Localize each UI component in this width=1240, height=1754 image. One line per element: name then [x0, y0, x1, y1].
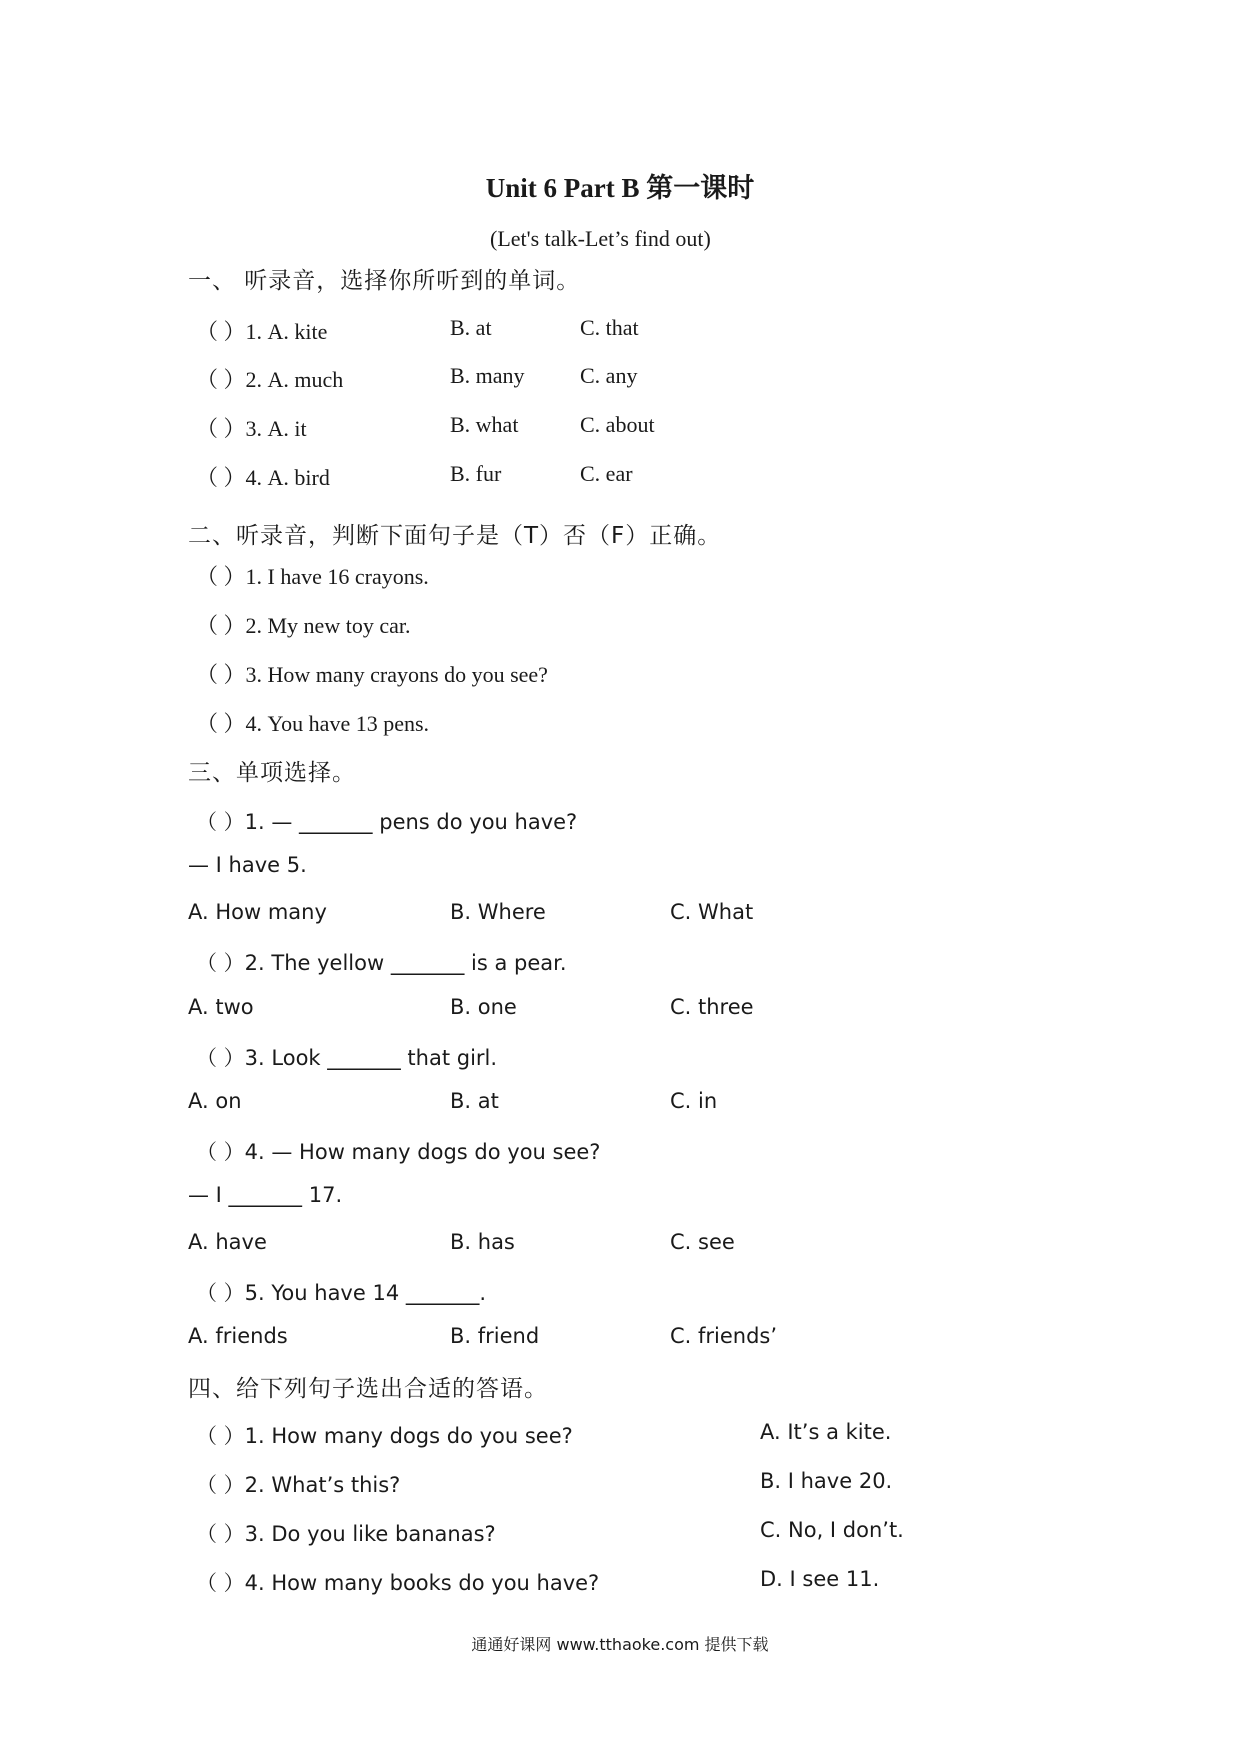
- s3-q4-reply: — I _______ 17.: [188, 1183, 343, 1207]
- s4-q4: （ ）4. How many books do you have?: [196, 1571, 600, 1595]
- s3-q4-stem: （ ）4. — How many dogs do you see?: [196, 1140, 601, 1164]
- worksheet-subtitle: (Let's talk-Let’s find out): [490, 226, 711, 251]
- s3-q5-c: C. friends’: [670, 1324, 778, 1348]
- s1-q2-c: C. any: [580, 363, 638, 388]
- s3-q4-a: A. have: [188, 1230, 267, 1254]
- s4-a3: C. No, I don’t.: [760, 1518, 904, 1542]
- worksheet-title: Unit 6 Part B 第一课时: [485, 173, 755, 203]
- s3-q3-a: A. on: [188, 1089, 242, 1113]
- section3-heading: 三、单项选择。: [188, 760, 356, 786]
- s1-q4-b: B. fur: [450, 461, 502, 486]
- s3-q2-a: A. two: [188, 995, 254, 1019]
- s4-q3: （ ）3. Do you like bananas?: [196, 1522, 496, 1546]
- s3-q1-stem: （ ）1. — _______ pens do you have?: [196, 810, 578, 834]
- s1-q1-a: （ ）1. A. kite: [196, 319, 328, 344]
- s2-q2: （ ）2. My new toy car.: [196, 613, 411, 638]
- s4-a1: A. It’s a kite.: [760, 1420, 892, 1444]
- s1-q4-a: （ ）4. A. bird: [196, 465, 330, 490]
- s3-q3-c: C. in: [670, 1089, 718, 1113]
- s1-q2-a: （ ）2. A. much: [196, 367, 344, 392]
- s3-q1-b: B. Where: [450, 900, 546, 924]
- s3-q2-b: B. one: [450, 995, 517, 1019]
- s2-q1: （ ）1. I have 16 crayons.: [196, 564, 429, 589]
- s3-q1-a: A. How many: [188, 900, 327, 924]
- s3-q1-reply: — I have 5.: [188, 853, 307, 877]
- s3-q4-c: C. see: [670, 1230, 735, 1254]
- s1-q3-b: B. what: [450, 412, 519, 437]
- s4-a4: D. I see 11.: [760, 1567, 880, 1591]
- s1-q4-c: C. ear: [580, 461, 633, 486]
- s4-a2: B. I have 20.: [760, 1469, 893, 1493]
- s1-q1-b: B. at: [450, 315, 492, 340]
- section4-heading: 四、给下列句子选出合适的答语。: [188, 1376, 548, 1402]
- section2-heading: 二、听录音，判断下面句子是（T）否（F）正确。: [188, 523, 722, 549]
- s4-q2: （ ）2. What’s this?: [196, 1473, 401, 1497]
- s3-q2-c: C. three: [670, 995, 754, 1019]
- s3-q3-b: B. at: [450, 1089, 499, 1113]
- s1-q1-c: C. that: [580, 315, 639, 340]
- footer-watermark: 通通好课网 www.tthaoke.com 提供下载: [471, 1635, 769, 1654]
- section1-heading: 一、 听录音，选择你所听到的单词。: [188, 268, 581, 294]
- s1-q2-b: B. many: [450, 363, 525, 388]
- s2-q4: （ ）4. You have 13 pens.: [196, 711, 430, 736]
- s3-q3-stem: （ ）3. Look _______ that girl.: [196, 1046, 498, 1070]
- s2-q3: （ ）3. How many crayons do you see?: [196, 662, 548, 687]
- s1-q3-c: C. about: [580, 412, 655, 437]
- s3-q5-a: A. friends: [188, 1324, 288, 1348]
- s1-q3-a: （ ）3. A. it: [196, 416, 307, 441]
- s4-q1: （ ）1. How many dogs do you see?: [196, 1424, 573, 1448]
- s3-q1-c: C. What: [670, 900, 754, 924]
- s3-q4-b: B. has: [450, 1230, 515, 1254]
- s3-q2-stem: （ ）2. The yellow _______ is a pear.: [196, 951, 567, 975]
- s3-q5-stem: （ ）5. You have 14 _______.: [196, 1281, 487, 1305]
- s3-q5-b: B. friend: [450, 1324, 540, 1348]
